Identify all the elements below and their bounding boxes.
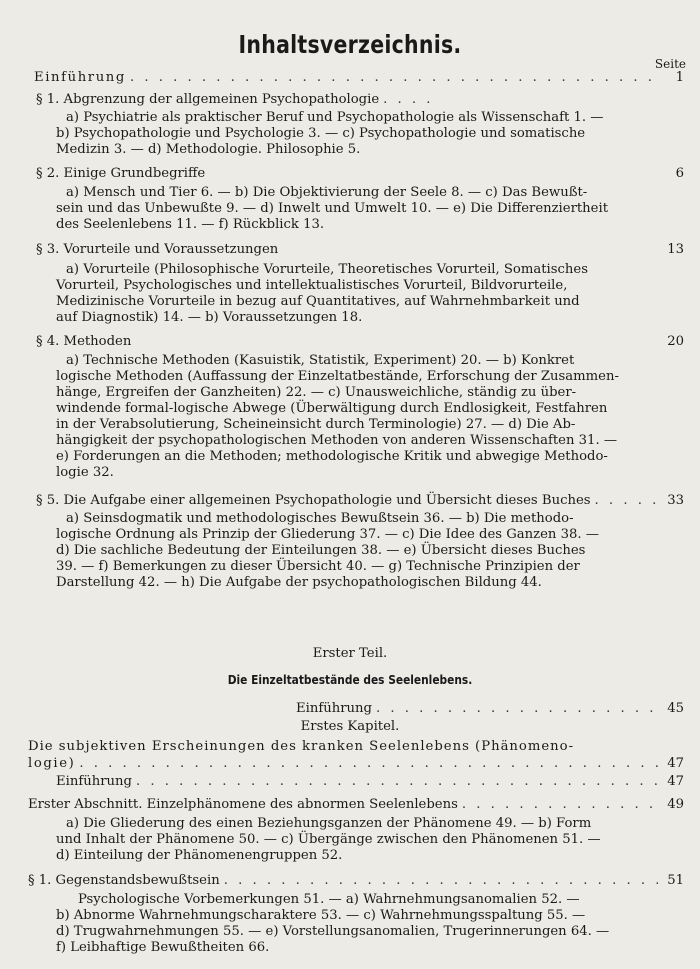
toc-entry-label: Einführung [56,774,132,789]
toc-entry-abschnitt[interactable] [28,797,684,813]
detail-line: f) Leibhaftige Bewußtheiten 66. [56,940,270,955]
toc-entry-s2-details [56,185,656,233]
detail-line: b) Abnorme Wahrnehmungscharaktere 53. — c) Wahrnehmungsspaltung 55. — [56,908,586,923]
leader-dots [136,774,658,790]
leader-dots [462,797,658,813]
toc-entry-einfuehrung[interactable] [34,70,684,86]
toc-entry-s1-details [56,110,656,158]
detail-line: in der Verabsolutierung, Scheineinsicht durch Terminologie) 27. — d) Die Ab- [56,417,576,432]
toc-entry-page: 13 [667,242,684,257]
detail-line: des Seelenlebens 11. — f) Rückblick 13. [56,217,325,232]
toc-entry-page: 6 [675,166,684,181]
toc-entry-page: 47 [667,756,684,771]
detail-line: a) Vorurteile (Philosophische Vorurteile, Theoretisches Vorurteil, Somatisches [66,262,588,277]
toc-entry-page: 20 [667,334,684,349]
toc-entry-label: Einführung [34,70,126,85]
toc-entry-chapter-einfuehrung[interactable] [56,774,684,790]
detail-line: und Inhalt der Phänomene 50. — c) Übergänge zwischen den Phänomenen 51. — [56,832,601,847]
detail-line: Medizinische Vorurteile in bezug auf Quantitatives, auf Wahrnehmbarkeit und [56,294,580,309]
detail-line: windende formal-logische Abwege (Überwältigung durch Endlosigkeit, Festfahren [56,401,608,416]
leader-dots [224,873,658,889]
toc-entry-label: Einführung [296,701,372,716]
leader-dots [595,493,658,509]
toc-entry-label: Erster Abschnitt. Einzelphänomene des abnormen Seelenlebens [28,797,458,812]
part-subheading-wrap [0,672,700,687]
toc-entry-page: 33 [667,493,684,508]
toc-entry-g1[interactable] [28,873,684,889]
detail-line: a) Technische Methoden (Kasuistik, Statistik, Experiment) 20. — b) Konkret [66,353,575,368]
detail-line: sein und das Unbewußte 9. — d) Inwelt und Umwelt 10. — e) Die Differenziertheit [56,201,609,216]
toc-entry-s3-details [56,262,656,326]
toc-entry-abschnitt-details [56,816,656,864]
leader-dots [79,756,658,772]
toc-entry-page: 1 [675,70,684,85]
detail-line: Medizin 3. — d) Methodologie. Philosophie 5. [56,142,361,157]
toc-entry-part-einfuehrung[interactable] [296,701,684,717]
leader-dots [383,92,436,108]
part-heading: Erster Teil. [312,646,388,661]
detail-line: 39. — f) Bemerkungen zu dieser Übersicht 40. — g) Technische Prinzipien der [56,559,580,574]
toc-entry-page: 45 [667,701,684,716]
toc-entry-s4-details [56,353,656,481]
toc-entry-label: § 4. Methoden [36,334,132,349]
toc-entry-s3[interactable] [36,242,684,258]
toc-entry-label: § 3. Vorurteile und Voraussetzungen [36,242,279,257]
toc-entry-page: 51 [667,873,684,888]
toc-entry-page: 49 [667,797,684,812]
toc-entry-chapter-title[interactable] [28,739,684,755]
page-column-header: Seite [654,57,686,71]
detail-line: hängigkeit der psychopathologischen Methoden von anderen Wissenschaften 31. — [56,433,618,448]
detail-line: Psychologische Vorbemerkungen 51. — a) Wahrnehmungsanomalien 52. — [78,892,580,907]
detail-line: b) Psychopathologie und Psychologie 3. — c) Psychopathologie und somatische [56,126,586,141]
detail-line: logie 32. [56,465,114,480]
toc-entry-label: § 1. Gegenstandsbewußtsein [28,873,220,888]
detail-line: Darstellung 42. — h) Die Aufgabe der psychopathologischen Bildung 44. [56,575,542,590]
toc-entry-s2[interactable] [36,166,684,182]
detail-line: d) Die sachliche Bedeutung der Einteilungen 38. — e) Übersicht dieses Buches [56,543,586,558]
detail-line: hänge, Ergreifen der Ganzheiten) 22. — c) Unausweichliche, ständig zu über- [56,385,577,400]
toc-entry-s5-details [56,511,656,591]
page-title: Inhaltsverzeichnis. [238,30,462,59]
leader-dots [376,701,658,717]
toc-entry-label: § 5. Die Aufgabe einer allgemeinen Psychopathologie und Übersicht dieses Buches [36,493,591,508]
detail-line: e) Forderungen an die Methoden; methodologische Kritik und abwegige Methodo- [56,449,608,464]
detail-line: d) Einteilung der Phänomenengruppen 52. [56,848,343,863]
detail-line: a) Psychiatrie als praktischer Beruf und Psychopathologie als Wissenschaft 1. — [66,110,604,125]
detail-line: Vorurteil, Psychologisches und intellektualistisches Vorurteil, Bildvorurteile, [56,278,568,293]
toc-entry-page: 47 [667,774,684,789]
leader-dots [130,70,658,86]
detail-line: a) Die Gliederung des einen Beziehungsganzen der Phänomene 49. — b) Form [66,816,592,831]
toc-entry-label: Die subjektiven Erscheinungen des kranken Seelenlebens (Phänomeno- [28,739,575,754]
toc-entry-label: § 1. Abgrenzung der allgemeinen Psychopathologie [36,92,380,107]
part-subheading: Die Einzeltatbestände des Seelenlebens. [227,672,473,687]
toc-entry-g1-details [56,892,656,956]
detail-line: d) Trugwahrnehmungen 55. — e) Vorstellungsanomalien, Trugerinnerungen 64. — [56,924,610,939]
toc-entry-label: logie) [28,756,76,771]
detail-line: logische Methoden (Auffassung der Einzeltatbestände, Erforschung der Zusammen- [56,369,619,384]
detail-line: a) Mensch und Tier 6. — b) Die Objektivierung der Seele 8. — c) Das Bewußt- [66,185,588,200]
toc-entry-s1[interactable] [36,92,440,108]
toc-entry-s5[interactable] [36,493,684,509]
toc-entry-label: § 2. Einige Grundbegriffe [36,166,206,181]
toc-entry-chapter-title-cont[interactable] [28,756,684,772]
detail-line: logische Ordnung als Prinzip der Gliederung 37. — c) Die Idee des Ganzen 38. — [56,527,599,542]
chapter-heading: Erstes Kapitel. [300,719,400,734]
toc-entry-s4[interactable] [36,334,684,350]
detail-line: a) Seinsdogmatik und methodologisches Bewußtsein 36. — b) Die methodo- [66,511,574,526]
detail-line: auf Diagnostik) 14. — b) Voraussetzungen 18. [56,310,363,325]
